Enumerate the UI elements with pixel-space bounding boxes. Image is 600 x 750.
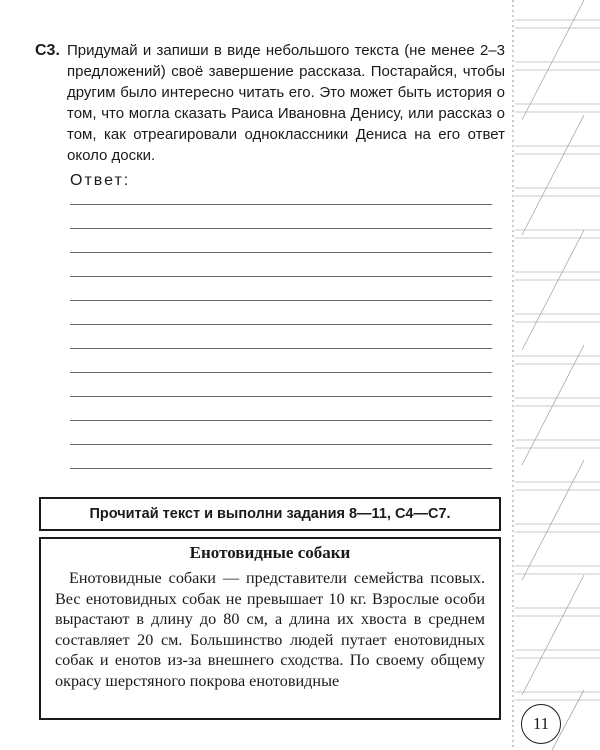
answer-line[interactable] [70,468,492,469]
instruction-box [39,497,501,531]
task-number: С3. [35,42,60,59]
answer-line[interactable] [70,324,492,325]
answer-line[interactable] [70,228,492,229]
answer-lines[interactable] [70,180,492,480]
task-text: Придумай и запиши в виде небольшого текста (не менее 2–3 предложений) своё завершение рассказа. Постарайся, чтобы другим было интересно читать его. Это может быть история о том, что могла сказать Раиса Ивановна Денису, или рассказ о том, как отреагировали одноклассники Дениса на его ответ около доски. [67,42,505,164]
answer-line[interactable] [70,300,492,301]
answer-line[interactable] [70,348,492,349]
answer-line[interactable] [70,204,492,205]
answer-line[interactable] [70,252,492,253]
instruction-text: Прочитай текст и выполни задания 8—11, С4—С7. [89,506,451,522]
answer-line[interactable] [70,444,492,445]
answer-label: Ответ: [70,172,131,189]
answer-line[interactable] [70,372,492,373]
answer-line[interactable] [70,396,492,397]
page-number: 11 [521,704,561,744]
answer-line[interactable] [70,420,492,421]
answer-line[interactable] [70,276,492,277]
reading-title: Енотовидные собаки [189,543,351,562]
reading-passage [39,537,501,720]
margin-writing-guide [512,0,600,750]
task-c3 [35,40,505,166]
reading-text: Енотовидные собаки — представители семейства псовых. Вес енотовидных собак не превышает 10 кг. Взрослые особи вырастают в длину до 80 см, а длина их хвоста в среднем составляет 20 см. Большинство людей путает енотовидных собак и енотов из-за внешнего сходства. По своему общему окрасу шерстяного покрова енотовидные [55,569,485,690]
